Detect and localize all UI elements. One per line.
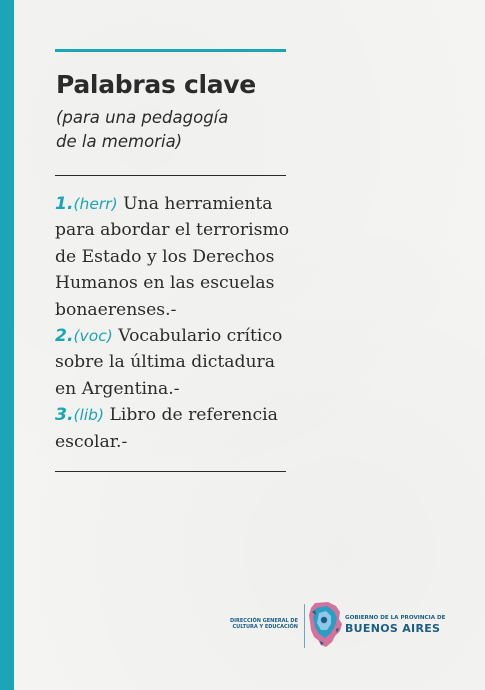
gov-caption: GOBIERNO DE LA PROVINCIA DE [345, 615, 446, 621]
dgce-logo-text: DIRECCIÓN GENERAL DE CULTURA Y EDUCACIÓN [230, 618, 298, 630]
keyword-entry-1 [55, 191, 295, 323]
province-name: BUENOS AIRES [345, 622, 441, 635]
bottom-rule [55, 471, 286, 472]
entry-text: escolar.- [55, 431, 128, 452]
divider-rule [55, 175, 286, 176]
entry-text: Vocabulario crítico [118, 326, 283, 347]
page-title: Palabras clave [56, 70, 256, 99]
entry-number: 3. [55, 405, 74, 426]
entry-tag: (herr) [73, 195, 118, 213]
entry-text: Una herramienta [123, 194, 273, 214]
subtitle-line-1: (para una pedagogía [56, 108, 229, 127]
province-map-icon [306, 600, 344, 650]
entry-text: de Estado y los Derechos [55, 246, 275, 267]
entry-text: Humanos en las escuelas [55, 273, 275, 294]
keyword-list [55, 191, 295, 455]
keyword-entry-2 [55, 323, 295, 402]
entry-text: para abordar el terrorismo [55, 220, 290, 241]
entry-tag: (lib) [73, 406, 105, 425]
entry-number: 1. [55, 194, 74, 214]
entry-number: 2. [55, 326, 74, 347]
top-rule [55, 49, 286, 52]
entry-text: bonaerenses.- [55, 299, 177, 320]
entry-tag: (voc) [73, 327, 113, 346]
entry-text: en Argentina.- [55, 378, 180, 399]
footer-divider [304, 604, 305, 648]
entry-text: Libro de referencia [109, 405, 278, 426]
subtitle-line-2: de la memoria) [56, 132, 183, 151]
accent-left-bar [0, 0, 14, 690]
entry-text: sobre la última dictadura [55, 352, 276, 373]
keyword-entry-3 [55, 402, 295, 455]
institutional-footer [228, 600, 458, 650]
page-subtitle [56, 106, 256, 154]
